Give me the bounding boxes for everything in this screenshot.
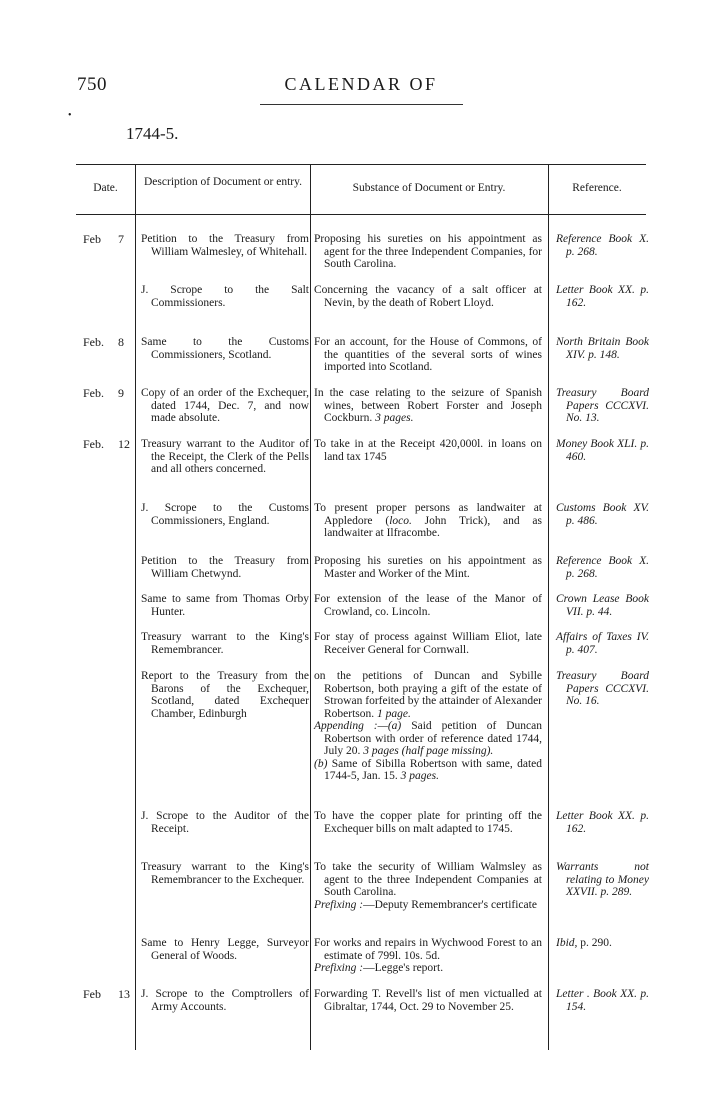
reference-cell: Treasury Board Papers CCCXVI. No. 13. <box>556 387 649 424</box>
reference-cell: Warrants not relating to Money XXVII. p. 289. <box>556 861 649 898</box>
reference-cell: Letter . Book XX. p. 154. <box>556 988 649 1013</box>
date-month: Feb <box>83 987 101 1001</box>
reference-cell: Money Book XLI. p. 460. <box>556 438 649 463</box>
description-cell: J. Scrope to the Auditor of the Receipt. <box>141 810 309 835</box>
running-title: CALENDAR OF <box>284 74 438 94</box>
column-divider <box>548 164 549 1050</box>
prefixing-note <box>314 899 542 912</box>
reference-cell: Customs Book XV. p. 486. <box>556 502 649 527</box>
description-cell: Treasury warrant to the Auditor of the Receipt, the Clerk of the Pells and all others concerned. <box>141 438 309 475</box>
substance-cell <box>314 861 542 911</box>
appending-note <box>314 758 542 783</box>
reference-cell: Affairs of Taxes IV. p. 407. <box>556 631 649 656</box>
substance-paragraph <box>314 670 542 720</box>
page-number: 750 <box>77 74 107 95</box>
substance-cell: Concerning the vacancy of a salt officer at Nevin, by the death of Robert Lloyd. <box>314 284 542 309</box>
description-cell: Treasury warrant to the King's Remembrancer to the Exchequer. <box>141 861 309 886</box>
table-top-rule <box>76 164 646 165</box>
page-count: 3 pages (half page missing). <box>363 745 494 757</box>
substance-cell: For an account, for the House of Commons, of the quantities of the several sorts of wines imported into Scotland. <box>314 336 542 373</box>
reference-cell: Letter Book XX. p. 162. <box>556 810 649 835</box>
column-divider <box>310 164 311 1050</box>
page-count: 3 pages. <box>400 770 440 782</box>
substance-paragraph: For works and repairs in Wychwood Forest to an estimate of 799l. 10s. 5d. <box>314 937 542 962</box>
column-header-reference: Reference. <box>572 182 622 194</box>
date-day: 13 <box>118 987 130 1001</box>
description-cell: Same to same from Thomas Orby Hunter. <box>141 593 309 618</box>
description-cell: J. Scrope to the Customs Commissioners, England. <box>141 502 309 527</box>
reference-cell: Reference Book X. p. 268. <box>556 233 649 258</box>
appending-note <box>314 720 542 758</box>
description-cell: J. Scrope to the Comptrollers of Army Accounts. <box>141 988 309 1013</box>
reference-cell: Reference Book X. p. 268. <box>556 555 649 580</box>
description-cell: Copy of an order of the Exchequer, dated 1744, Dec. 7, and now made absolute. <box>141 387 309 424</box>
reference-page: p. 290. <box>577 937 612 949</box>
substance-text: on the petitions of Duncan and Sybille Robertson, both praying a gift of the estate of Strowan forfeited by the attainder of Alexander Robertson. <box>314 670 542 720</box>
header-rule <box>260 104 463 105</box>
description-cell: Petition to the Treasury from William Chetwynd. <box>141 555 309 580</box>
date-month: Feb. <box>83 437 104 451</box>
prefixing-text: —Deputy Remembrancer's certificate <box>363 898 537 911</box>
substance-cell <box>314 387 542 425</box>
description-cell: Same to Henry Legge, Surveyor General of Woods. <box>141 937 309 962</box>
reference-cell: North Britain Book XIV. p. 148. <box>556 336 649 361</box>
prefixing-text: —Legge's report. <box>363 962 444 974</box>
appending-text: Same of Sibilla Robertson with same, dated 1744-5, Jan. 15. <box>324 757 542 782</box>
substance-cell <box>314 502 542 540</box>
substance-text: To present proper persons as landwaiter at Appledore ( <box>314 502 542 527</box>
prefixing-note <box>314 962 542 975</box>
column-header-description: Description of Document or entry. <box>144 176 302 188</box>
reference-cell <box>556 937 649 950</box>
substance-cell <box>314 937 542 975</box>
date-month: Feb <box>83 232 101 246</box>
prefixing-label: Prefixing : <box>314 898 364 911</box>
date-day: 12 <box>118 437 130 451</box>
substance-cell: Proposing his sureties on his appointment as agent for the three Independent Companies, for South Carolina. <box>314 233 542 270</box>
substance-cell: Proposing his sureties on his appointment as Master and Worker of the Mint. <box>314 555 542 580</box>
date-month: Feb. <box>83 386 104 400</box>
calendar-table <box>76 164 649 1050</box>
date-month: Feb. <box>83 335 104 349</box>
table-header-rule <box>76 214 646 215</box>
column-header-substance: Substance of Document or Entry. <box>352 182 506 194</box>
description-cell: J. Scrope to the Salt Commissioners. <box>141 284 309 309</box>
page-count: 1 page. <box>377 707 411 720</box>
year-heading: 1744-5. <box>126 124 179 143</box>
reference-cell: Crown Lease Book VII. p. 44. <box>556 593 649 618</box>
substance-cell <box>314 670 542 783</box>
substance-cell: To have the copper plate for printing off the Exchequer bills on malt adapted to 1745. <box>314 810 542 835</box>
substance-cell: Forwarding T. Revell's list of men victualled at Gibraltar, 1744, Oct. 29 to November 25. <box>314 988 542 1013</box>
appending-label: Appending :—(a) <box>314 720 402 732</box>
date-day: 7 <box>118 232 124 246</box>
page-count: 3 pages. <box>375 412 414 424</box>
column-divider <box>135 164 136 1050</box>
reference-cell: Letter Book XX. p. 162. <box>556 284 649 309</box>
reference-cell: Treasury Board Papers CCCXVI. No. 16. <box>556 670 649 707</box>
description-cell: Report to the Treasury from the Barons of the Exchequer, Scotland, dated Exchequer Chamber, Edinburgh <box>141 670 309 720</box>
substance-paragraph: To take the security of William Walmsley as agent to the three Independent Companies at South Carolina. <box>314 861 542 898</box>
loco-term: loco. <box>389 514 412 527</box>
ibid-term: Ibid, <box>556 937 578 949</box>
ink-dot: • <box>68 110 72 121</box>
substance-cell: For extension of the lease of the Manor of Crowland, co. Lincoln. <box>314 593 542 618</box>
appending-text: Said petition of Duncan Robertson with order of reference dated 1744, July 20. <box>324 720 542 757</box>
substance-text: John Trick), and as landwaiter at Ilfracombe. <box>324 514 543 539</box>
substance-cell: For stay of process against William Eliot, late Receiver General for Cornwall. <box>314 631 542 656</box>
description-cell: Same to the Customs Commissioners, Scotland. <box>141 336 309 361</box>
description-cell: Treasury warrant to the King's Remembrancer. <box>141 631 309 656</box>
appending-label: (b) <box>314 757 328 770</box>
date-day: 9 <box>118 386 124 400</box>
substance-cell: To take in at the Receipt 420,000l. in loans on land tax 1745 <box>314 438 542 463</box>
description-cell: Petition to the Treasury from William Walmesley, of Whitehall. <box>141 233 309 258</box>
prefixing-label: Prefixing : <box>314 962 364 974</box>
column-header-date: Date. <box>93 182 118 194</box>
substance-text: In the case relating to the seizure of Spanish wines, between Robert Forster and Joseph Cockburn. <box>314 387 542 424</box>
date-day: 8 <box>118 335 124 349</box>
